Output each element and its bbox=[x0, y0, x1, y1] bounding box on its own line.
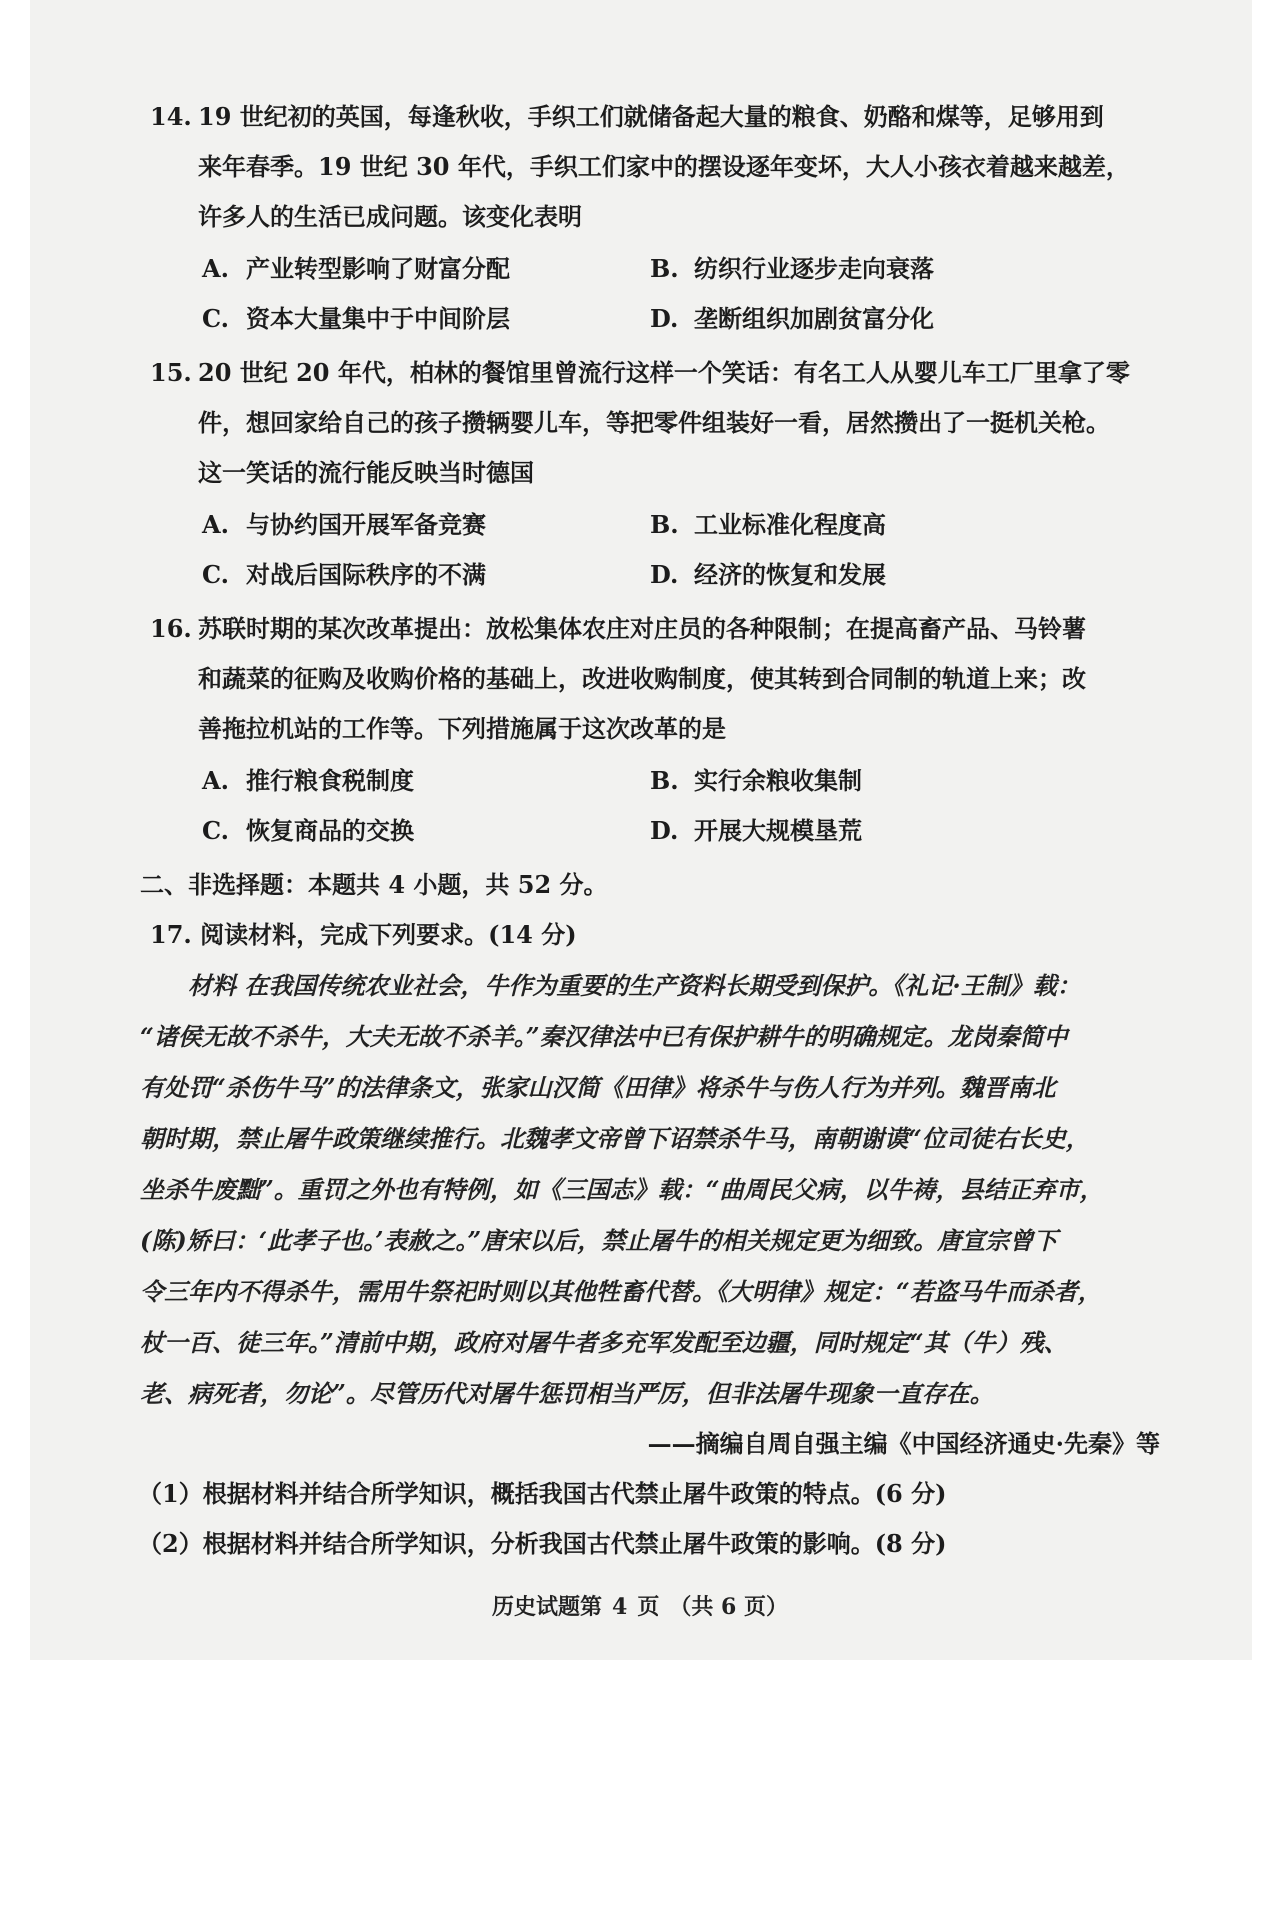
option-text: 与协约国开展军备竞赛 bbox=[246, 510, 486, 539]
stem-line: 苏联时期的某次改革提出：放松集体农庄对庄员的各种限制；在提高畜产品、马铃薯 bbox=[198, 614, 1086, 643]
option-letter: A. bbox=[202, 766, 229, 795]
option-b bbox=[650, 244, 1098, 294]
stem-line: 这一笑话的流行能反映当时德国 bbox=[198, 458, 534, 487]
option-letter: A. bbox=[202, 510, 229, 539]
option-text: 工业标准化程度高 bbox=[694, 510, 886, 539]
option-text: 垄断组织加剧贫富分化 bbox=[694, 304, 934, 333]
option-text: 经济的恢复和发展 bbox=[694, 560, 886, 589]
material-line: 令三年内不得杀牛，需用牛祭祀时则以其他牲畜代替。《大明律》规定：“若盗马牛而杀者， bbox=[140, 1277, 1102, 1306]
page-content bbox=[138, 92, 1160, 1569]
option-letter: B. bbox=[650, 510, 679, 539]
option-a bbox=[202, 756, 650, 806]
material-line: (陈)矫曰：‘此孝子也。’表赦之。”唐宋以后，禁止屠牛的相关规定更为细致。唐宣宗曾下 bbox=[140, 1226, 1058, 1255]
option-letter: D. bbox=[650, 816, 679, 845]
option-a bbox=[202, 500, 650, 550]
footer-label: 历史试题第 bbox=[492, 1594, 603, 1620]
question-stem bbox=[150, 604, 1140, 754]
options bbox=[150, 500, 1140, 600]
stem-line: 许多人的生活已成问题。该变化表明 bbox=[198, 202, 582, 231]
stem-line: 善拖拉机站的工作等。下列措施属于这次改革的是 bbox=[198, 714, 726, 743]
option-letter: D. bbox=[650, 304, 679, 333]
option-d bbox=[650, 806, 1098, 856]
material-line: 有处罚“杀伤牛马”的法律条文，张家山汉简《田律》将杀牛与伤人行为并列。魏晋南北 bbox=[140, 1073, 1056, 1102]
stem-line: 来年春季。19 世纪 30 年代，手织工们家中的摆设逐年变坏，大人小孩衣着越来越差， bbox=[198, 152, 1130, 181]
option-text: 推行粮食税制度 bbox=[246, 766, 414, 795]
question-number: 15. bbox=[150, 358, 192, 387]
option-letter: B. bbox=[650, 254, 679, 283]
option-text: 对战后国际秩序的不满 bbox=[246, 560, 486, 589]
footer-total-pages: （共 6 页） bbox=[669, 1594, 788, 1620]
option-text: 资本大量集中于中间阶层 bbox=[246, 304, 510, 333]
footer-page-number: 4 bbox=[612, 1594, 628, 1620]
question-number: 14. bbox=[150, 102, 192, 131]
option-text: 开展大规模垦荒 bbox=[694, 816, 862, 845]
sub-question-2: （2）根据材料并结合所学知识，分析我国古代禁止屠牛政策的影响。(8 分) bbox=[138, 1529, 947, 1558]
option-d bbox=[650, 294, 1098, 344]
material-line: 老、病死者，勿论”。尽管历代对屠牛惩罚相当严厉，但非法屠牛现象一直存在。 bbox=[140, 1379, 994, 1408]
question-number: 16. bbox=[150, 614, 192, 643]
stem-line: 20 世纪 20 年代，柏林的餐馆里曾流行这样一个笑话：有名工人从婴儿车工厂里拿了零 bbox=[198, 358, 1130, 387]
option-a bbox=[202, 244, 650, 294]
stem-line: 件，想回家给自己的孩子攒辆婴儿车，等把零件组装好一看，居然攒出了一挺机关枪。 bbox=[198, 408, 1110, 437]
option-d bbox=[650, 550, 1098, 600]
option-text: 恢复商品的交换 bbox=[246, 816, 414, 845]
material-line: 杖一百、徒三年。”清前中期，政府对屠牛者多充军发配至边疆，同时规定“其（牛）残、 bbox=[140, 1328, 1068, 1357]
option-letter: D. bbox=[650, 560, 679, 589]
stem-line: 和蔬菜的征购及收购价格的基础上，改进收购制度，使其转到合同制的轨道上来；改 bbox=[198, 664, 1086, 693]
option-letter: A. bbox=[202, 254, 229, 283]
page-footer bbox=[0, 1590, 1280, 1621]
material-line: 朝时期，禁止屠牛政策继续推行。北魏孝文帝曾下诏禁杀牛马，南朝谢谟“位司徒右长史， bbox=[140, 1124, 1090, 1153]
option-b bbox=[650, 500, 1098, 550]
option-c bbox=[202, 806, 650, 856]
stem-line: 19 世纪初的英国，每逢秋收，手织工们就储备起大量的粮食、奶酪和煤等，足够用到 bbox=[198, 102, 1104, 131]
section-title: 二、非选择题：本题共 4 小题，共 52 分。 bbox=[140, 870, 608, 899]
material-passage bbox=[140, 960, 1130, 1419]
material-line: “诸侯无故不杀牛，大夫无故不杀羊。”秦汉律法中已有保护耕牛的明确规定。龙岗秦简中 bbox=[140, 1022, 1068, 1051]
option-text: 纺织行业逐步走向衰落 bbox=[694, 254, 934, 283]
option-c bbox=[202, 294, 650, 344]
option-text: 产业转型影响了财富分配 bbox=[246, 254, 510, 283]
material-line: 材料 在我国传统农业社会，牛作为重要的生产资料长期受到保护。《礼记·王制》载： bbox=[188, 971, 1081, 1000]
options bbox=[150, 244, 1140, 344]
options bbox=[150, 756, 1140, 856]
material-line: 坐杀牛废黜”。重罚之外也有特例，如《三国志》载：“曲周民父病，以牛祷，县结正弃市， bbox=[140, 1175, 1104, 1204]
option-letter: C. bbox=[202, 816, 230, 845]
option-text: 实行余粮收集制 bbox=[694, 766, 862, 795]
material-source: ——摘编自周自强主编《中国经济通史·先秦》等 bbox=[647, 1429, 1160, 1458]
option-b bbox=[650, 756, 1098, 806]
question-15 bbox=[150, 348, 1140, 600]
question-14 bbox=[150, 92, 1140, 344]
option-letter: C. bbox=[202, 560, 230, 589]
question-16 bbox=[150, 604, 1140, 856]
sub-question-1: （1）根据材料并结合所学知识，概括我国古代禁止屠牛政策的特点。(6 分) bbox=[138, 1479, 947, 1508]
question-stem bbox=[150, 348, 1140, 498]
option-letter: C. bbox=[202, 304, 230, 333]
option-letter: B. bbox=[650, 766, 679, 795]
footer-page-unit: 页 bbox=[637, 1594, 660, 1620]
question-stem bbox=[150, 92, 1140, 242]
question-17-header: 17. 阅读材料，完成下列要求。(14 分) bbox=[150, 920, 577, 949]
option-c bbox=[202, 550, 650, 600]
